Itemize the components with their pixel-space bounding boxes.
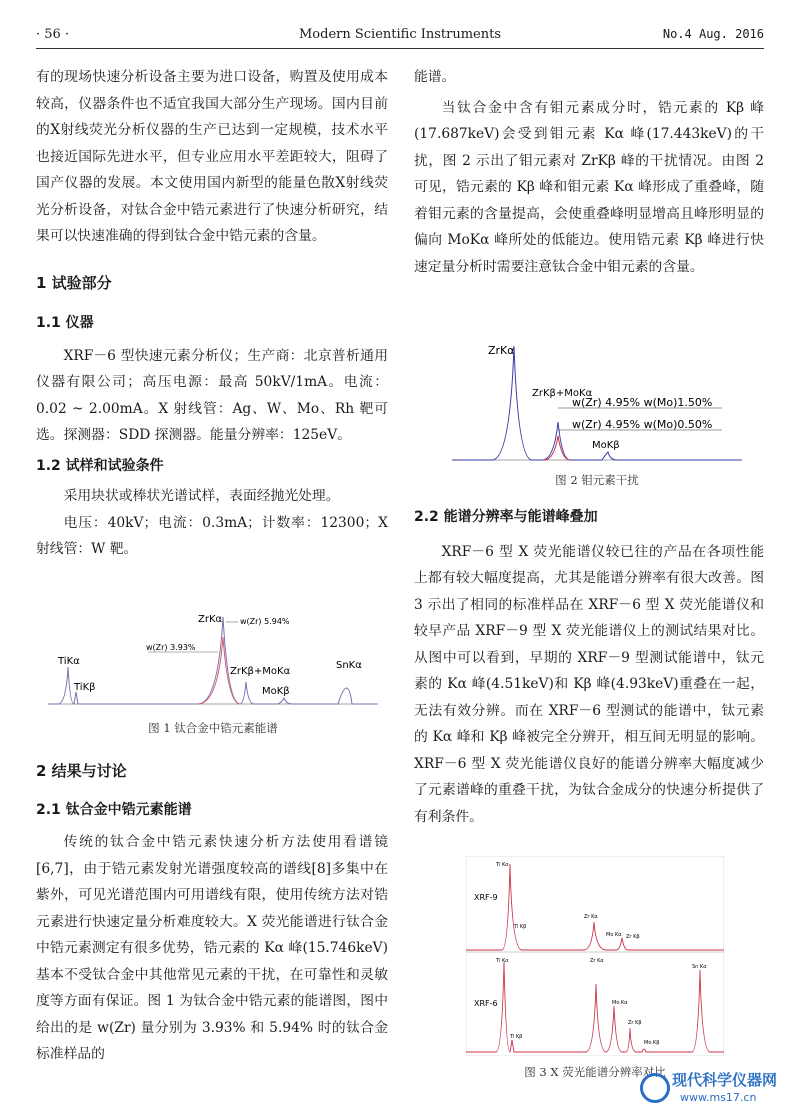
page-header bbox=[36, 24, 764, 49]
label-wzr594: w(Zr) 5.94% bbox=[240, 617, 290, 626]
continued-paragraph: 能谱。 bbox=[414, 69, 456, 85]
mo-interference-paragraph: 当钛合金中含有钼元素成分时，锆元素的 Kβ 峰(17.687keV)会受到钼元素 Kα 峰(17.443keV)的干扰，图 2 示出了钼元素对 ZrKβ 峰的干扰情况。由图 2 可见，锆元素的 Kβ 峰和钼元素 Kα 峰形成了重叠峰，随着钼元素的含量提高，会使重叠峰明显增高且峰形明显的偏向 MoKα 峰所处的低能边。使用锆元素 Kβ 峰进行快速定量分析时需要注意钛合金中钼元素的含量。 bbox=[414, 99, 764, 275]
watermark-url: www.ms17.cn bbox=[680, 1091, 757, 1104]
sample-paragraph: 采用块状或棒状光谱试样，表面经抛光处理。 bbox=[63, 488, 340, 504]
label-tikb-9: Ti Kβ bbox=[514, 924, 527, 930]
label-zrka: ZrKα bbox=[198, 614, 223, 625]
section-1-1-heading: 1.1 仪器 bbox=[36, 315, 94, 331]
label-mo150: w(Zr) 4.95% w(Mo)1.50% bbox=[572, 396, 713, 409]
figure-3-caption: 图 3 X 荧光能谱分辨率对比 bbox=[524, 1065, 666, 1079]
label-zrkbmoka: ZrKβ+MoKα bbox=[532, 388, 593, 399]
issue-info: No.4 Aug. 2016 bbox=[662, 27, 764, 41]
label-moka-6: Mo Kα bbox=[612, 1000, 628, 1006]
section-1-2-heading: 1.2 试样和试验条件 bbox=[36, 457, 164, 474]
magnifier-icon bbox=[640, 1073, 670, 1103]
left-column bbox=[36, 64, 388, 563]
right-column-lower bbox=[414, 504, 764, 830]
label-mokb: MoKβ bbox=[592, 440, 620, 451]
label-zrkb-9: Zr Kβ bbox=[626, 934, 640, 940]
label-xrf6: XRF-6 bbox=[474, 999, 498, 1008]
zr-spectrum-paragraph: 传统的钛合金中锆元素快速分析方法使用看谱镜[6,7]，由于锆元素发射光谱强度较高的谱线[8]多集中在紫外，可见光谱范围内可用谱线有限，使用传统方法对锆元素进行快速定量分析难度较大。X 荧光能谱进行钛合金中锆元素测定有很多优势，锆元素的 Kα 峰(15.746keV)基本不受钛合金中其他常见元素的干扰，在可靠性和灵敏度等方面有保证。图 1 为钛合金中锆元素的能谱图，图中给出的是 w(Zr) 量分别为 3.93% 和 5.94% 时的钛合金标准样品的 bbox=[36, 834, 388, 1062]
label-tikb-6: Ti Kβ bbox=[510, 1034, 523, 1040]
figure-2-caption: 图 2 钼元素干扰 bbox=[555, 473, 639, 487]
intro-paragraph: 有的现场快速分析设备主要为进口设备，购置及使用成本较高，仪器条件也不适宜我国大部分生产现场。国内目前的X射线荧光分析仪器的生产已达到一定规模，技术水平也接近国际先进水平，但专业应用水平差距较大，阻碍了国产仪器的发展。本文使用国内新型的能量色散X射线荧光分析设备，对钛合金中锆元素进行了快速分析研究，结果可以快速准确的得到钛合金中锆元素的含量。 bbox=[36, 69, 388, 244]
conditions-paragraph: 电压：40kV；电流：0.3mA；计数率：12300；X 射线管：W 靶。 bbox=[36, 514, 388, 557]
figure-3-spectra bbox=[466, 856, 724, 1056]
section-2-heading: 2 结果与讨论 bbox=[36, 762, 127, 780]
label-zrkbmoka: ZrKβ+MoKα bbox=[230, 666, 291, 677]
label-xrf9: XRF-9 bbox=[474, 893, 498, 902]
label-mokb: MoKβ bbox=[262, 686, 290, 697]
instrument-paragraph: XRF－6 型快速元素分析仪；生产商：北京普析通用仪器有限公司；高压电源：最高 50kV/1mA。电流：0.02 ~ 2.00mA。X 射线管：Ag、W、Mo、Rh 靶可选。探测器：SDD 探测器。能量分辨率：125eV。 bbox=[36, 347, 388, 443]
label-tikb: TiKβ bbox=[74, 682, 96, 693]
label-wzr393: w(Zr) 3.93% bbox=[146, 643, 196, 652]
figure-2-spectrum bbox=[452, 334, 742, 464]
label-tika: TiKα bbox=[58, 656, 80, 667]
figure-1-spectrum bbox=[48, 612, 378, 712]
section-2-2-heading: 2.2 能谱分辨率与能谱峰叠加 bbox=[414, 509, 598, 525]
label-zrka: ZrKα bbox=[488, 344, 515, 357]
watermark-site: 现代科学仪器网 bbox=[672, 1071, 778, 1089]
watermark bbox=[640, 1069, 790, 1109]
label-zrka-9: Zr Kα bbox=[584, 914, 598, 920]
figure-2 bbox=[452, 334, 742, 494]
section-2-1-heading: 2.1 钛合金中锆元素能谱 bbox=[36, 801, 192, 818]
right-column bbox=[414, 64, 764, 280]
label-snka-6: Sn Kα bbox=[692, 964, 707, 970]
figure-3 bbox=[466, 856, 724, 1082]
left-column-lower bbox=[36, 758, 388, 1068]
figure-1-caption: 图 1 钛合金中锆元素能谱 bbox=[148, 721, 278, 735]
label-moka-9: Mo Kα bbox=[606, 932, 622, 938]
section-1-heading: 1 试验部分 bbox=[36, 273, 112, 292]
label-snka: SnKα bbox=[336, 660, 362, 671]
label-zrkb-6: Zr Kβ bbox=[628, 1020, 642, 1026]
label-tika-6: Ti Kα bbox=[496, 958, 509, 964]
journal-name: Modern Scientific Instruments bbox=[298, 27, 502, 42]
spectrum-low-mo bbox=[544, 436, 570, 460]
label-mokb-6: Mo Kβ bbox=[644, 1040, 660, 1046]
label-zrka-6: Zr Kα bbox=[590, 958, 604, 964]
page-number: · 56 · bbox=[36, 27, 70, 42]
label-mo050: w(Zr) 4.95% w(Mo)0.50% bbox=[572, 418, 713, 431]
resolution-paragraph: XRF－6 型 X 荧光能谱仪较已往的产品在各项性能上都有较大幅度提高，尤其是能谱分辨率有很大改善。图 3 示出了相同的标准样品在 XRF－6 型 X 荧光能谱仪和较早产品 XRF－9 型 X 荧光能谱仪上的测试结果对比。从图中可以看到，早期的 XRF－9 型测试能谱中，钛元素的 Kα 峰(4.51keV)和 Kβ 峰(4.93keV)重叠在一起，无法有效分辨。而在 XRF－6 型测试的能谱中，钛元素的 Kα 峰和 Kβ 峰被完全分辨开，相互间无明显的影响。XRF－6 型 X 荧光能谱仪良好的能谱分辨率大幅度减少了元素谱峰的重叠干扰，为钛合金成分的快速分析提供了有利条件。 bbox=[414, 543, 764, 825]
label-tika-9: Ti Kα bbox=[496, 862, 509, 868]
figure-1 bbox=[48, 612, 378, 742]
